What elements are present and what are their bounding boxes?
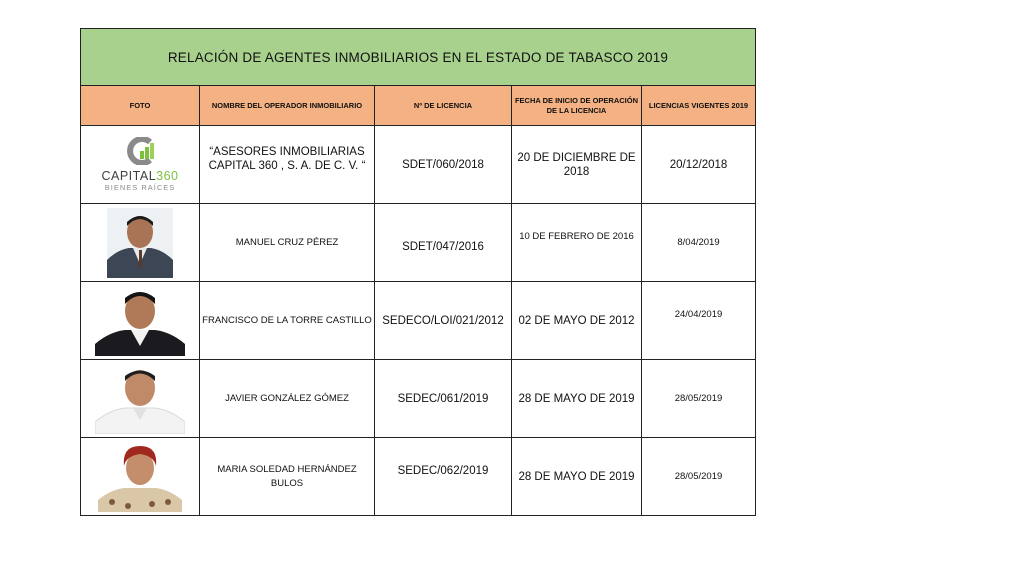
table-row (81, 126, 756, 204)
fecha-value: 20 DE DICIEMBRE DE 2018 (517, 151, 636, 178)
header-nombre: NOMBRE DEL OPERADOR INMOBILIARIO (200, 86, 375, 126)
agent-photo (98, 442, 182, 512)
table-title: RELACIÓN DE AGENTES INMOBILIARIOS EN EL ESTADO DE TABASCO 2019 (81, 29, 756, 86)
table-row (81, 360, 756, 438)
licencia-cell (375, 282, 512, 360)
capital360-mark-icon (120, 137, 160, 165)
fecha-cell (512, 126, 642, 204)
table-row (81, 438, 756, 516)
licencia-cell (375, 360, 512, 438)
photo-cell (81, 126, 200, 204)
nombre-value: “ASESORES INMOBILIARIAS CAPITAL 360 , S. A. DE C. V. “ (208, 145, 366, 172)
licencia-value: SEDECO/LOI/021/2012 (382, 314, 504, 327)
vigente-cell (642, 438, 756, 516)
nombre-cell (200, 438, 375, 516)
licencia-value: SDET/060/2018 (402, 158, 484, 171)
fecha-value: 02 DE MAYO DE 2012 (518, 314, 635, 327)
table-row (81, 282, 756, 360)
nombre-value: MANUEL CRUZ PÉREZ (235, 236, 339, 248)
nombre-cell (200, 126, 375, 204)
photo-cell (81, 204, 200, 282)
vigente-value: 8/04/2019 (677, 236, 720, 248)
vigente-cell (642, 204, 756, 282)
vigente-value: 28/05/2019 (674, 470, 723, 482)
photo-cell (81, 438, 200, 516)
agent-photo (95, 286, 185, 356)
header-licencia: Nº DE LICENCIA (375, 86, 512, 126)
agents-table (80, 28, 756, 516)
header-vigentes: LICENCIAS VIGENTES 2019 (642, 86, 756, 126)
fecha-cell (512, 282, 642, 360)
vigente-value: 20/12/2018 (669, 158, 728, 171)
licencia-cell (375, 126, 512, 204)
vigente-cell (642, 126, 756, 204)
header-fecha: FECHA DE INICIO DE OPERACIÓN DE LA LICENCIA (512, 86, 642, 126)
vigente-value: 28/05/2019 (674, 392, 723, 404)
fecha-cell (512, 204, 642, 282)
nombre-cell (200, 360, 375, 438)
nombre-value: MARIA SOLEDAD HERNÁNDEZ BULOS (217, 463, 357, 489)
logo-number: 360 (156, 169, 179, 183)
agent-photo (107, 208, 173, 278)
nombre-cell (200, 282, 375, 360)
capital360-logo (97, 137, 183, 192)
nombre-value: FRANCISCO DE LA TORRE CASTILLO (202, 314, 372, 326)
photo-cell (81, 360, 200, 438)
agent-photo (95, 364, 185, 434)
vigente-cell (642, 360, 756, 438)
licencia-value: SEDEC/061/2019 (397, 392, 489, 405)
table-row (81, 204, 756, 282)
fecha-value: 28 DE MAYO DE 2019 (518, 470, 635, 483)
logo-subtitle: BIENES RAÍCES (104, 183, 176, 192)
nombre-cell (200, 204, 375, 282)
licencia-cell (375, 438, 512, 516)
logo-brand: CAPITAL (101, 169, 157, 183)
header-foto: FOTO (81, 86, 200, 126)
fecha-value: 10 DE FEBRERO DE 2016 (519, 230, 634, 242)
licencia-value: SEDEC/062/2019 (397, 464, 489, 477)
vigente-value: 24/04/2019 (674, 308, 723, 320)
licencia-cell (375, 204, 512, 282)
licencia-value: SDET/047/2016 (402, 240, 484, 253)
fecha-cell (512, 360, 642, 438)
fecha-cell (512, 438, 642, 516)
photo-cell (81, 282, 200, 360)
fecha-value: 28 DE MAYO DE 2019 (518, 392, 635, 405)
nombre-value: JAVIER GONZÁLEZ GÓMEZ (225, 392, 349, 404)
vigente-cell (642, 282, 756, 360)
